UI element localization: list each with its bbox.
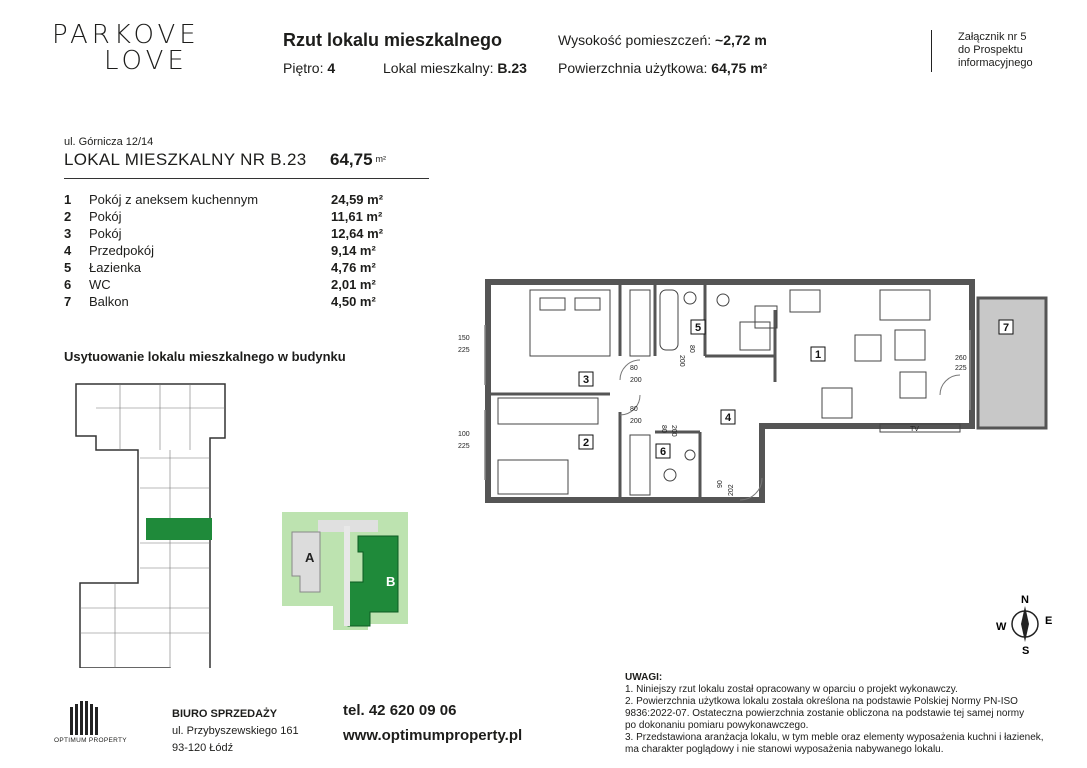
unit-label: Lokal mieszkalny:: [383, 60, 494, 76]
list-item: [64, 208, 404, 225]
list-item: [64, 191, 404, 208]
office-title: BIURO SPRZEDAŻY: [172, 708, 278, 720]
compass-n: N: [1021, 594, 1029, 606]
usable-area-label: Powierzchnia użytkowa:: [558, 60, 708, 76]
list-item: [64, 242, 404, 259]
room-name: Pokój z aneksem kuchennym: [89, 192, 259, 207]
sink-icon: [684, 292, 696, 304]
highlighted-unit: [146, 518, 212, 540]
unit-area-value: 64,75: [330, 150, 373, 169]
dim-label: 200: [678, 355, 685, 367]
brand-logo: [52, 22, 200, 74]
list-item: [64, 276, 404, 293]
dim-label: 80: [630, 406, 638, 413]
room-label: 6: [659, 446, 667, 458]
room-list: [64, 191, 404, 310]
compass-e: E: [1045, 615, 1053, 627]
room-name: Pokój: [89, 209, 122, 224]
notes: [625, 672, 1045, 756]
room-label: 1: [814, 349, 822, 361]
room-name: Łazienka: [89, 260, 142, 275]
height-value: ~2,72 m: [715, 32, 767, 48]
list-item: [64, 225, 404, 242]
compass-w: W: [996, 621, 1007, 633]
dim-label: 80: [630, 365, 638, 372]
desk-icon: [498, 398, 598, 424]
header-divider: [931, 30, 932, 72]
office-street: ul. Przybyszewskiego 161: [172, 725, 299, 737]
room-name: Pokój: [89, 226, 122, 241]
list-item: [64, 293, 404, 310]
room-number: 5: [64, 260, 72, 275]
building-a-label: A: [305, 550, 315, 565]
dim-label: 225: [458, 443, 470, 450]
floor-info: [283, 60, 335, 76]
room-label: 2: [582, 437, 590, 449]
room-area: 12,64 m²: [331, 226, 384, 241]
annex-line-3: informacyjnego: [958, 57, 1033, 69]
room-area: 9,14 m²: [331, 243, 376, 258]
dim-label: 200: [670, 425, 677, 437]
room-area: 24,59 m²: [331, 192, 384, 207]
balcony: [978, 298, 1046, 428]
height-label: Wysokość pomieszczeń:: [558, 32, 712, 48]
website-link[interactable]: www.optimumproperty.pl: [343, 727, 523, 744]
room-number: 4: [64, 243, 72, 258]
building-plan: [60, 378, 240, 668]
unit-info: [383, 60, 527, 76]
bed-icon: [530, 290, 610, 356]
building-b-label: B: [386, 574, 396, 589]
outer-wall: [488, 282, 972, 500]
sofa-icon: [880, 290, 930, 320]
wardrobe-icon: [630, 435, 650, 495]
dim-label: 100: [458, 431, 470, 438]
note-line: 3. Przedstawiona aranżacja lokalu, w tym meble oraz elementy wyposażenia kuchni i łazienek,: [625, 732, 1044, 743]
room-label: 3: [582, 374, 590, 386]
dim-label: 80: [660, 425, 667, 433]
bathtub-icon: [660, 290, 678, 350]
room-label: 5: [694, 322, 702, 334]
room-number: 1: [64, 192, 72, 207]
brand-line-2: LOVE: [104, 46, 188, 76]
room-area: 11,61 m²: [331, 209, 383, 224]
note-line: 1. Niniejszy rzut lokalu został opracowany w oparciu o projekt wykonawczy.: [625, 684, 958, 695]
pillow-icon: [540, 298, 565, 310]
dim-label: 225: [955, 365, 967, 372]
room-name: Przedpokój: [89, 243, 155, 258]
room-number: 2: [64, 209, 72, 224]
room-name: Balkon: [89, 294, 129, 309]
list-item: [64, 259, 404, 276]
room-name: WC: [89, 277, 111, 292]
dim-label: 150: [458, 335, 470, 342]
floor-plan: [440, 270, 1050, 510]
room-label: 4: [724, 412, 732, 424]
armchair-icon: [855, 335, 881, 361]
floor-value: 4: [327, 60, 336, 76]
pillow-icon: [575, 298, 600, 310]
coffee-table-icon: [895, 330, 925, 360]
dim-label: 200: [630, 377, 642, 384]
room-area: 4,50 m²: [331, 294, 376, 309]
annex-line-2: do Prospektu: [958, 44, 1023, 56]
dim-label: 200: [630, 418, 642, 425]
compass-s: S: [1022, 645, 1030, 656]
summary-divider: [64, 178, 429, 179]
usable-area-info: [558, 60, 767, 76]
note-line: 9836:2022-07. Ostateczna powierzchnia zostanie obliczona na podstawie tej samej normy: [625, 708, 1025, 719]
room-number: 7: [64, 294, 72, 309]
annex-note: [958, 31, 1068, 70]
unit-area: [330, 150, 386, 170]
office-city: 93-120 Łódź: [172, 742, 234, 754]
brand-line-1: PARKOVE: [52, 20, 200, 50]
room-number: 6: [64, 277, 72, 292]
room-area: 2,01 m²: [331, 277, 376, 292]
sales-office: [172, 706, 299, 757]
dim-label: 80: [688, 345, 695, 353]
door-swing: [740, 478, 762, 500]
unit-value: B.23: [497, 60, 527, 76]
toilet-icon: [717, 294, 729, 306]
bed-icon: [498, 460, 568, 494]
location-title: Usytuowanie lokalu mieszkalnego w budynku: [64, 349, 346, 364]
armchair-icon: [900, 372, 926, 398]
dim-label: 260: [955, 355, 967, 362]
company-name: OPTIMUM PROPERTY: [54, 737, 127, 744]
page-title: Rzut lokalu mieszkalnego: [283, 30, 503, 50]
note-line: 2. Powierzchnia użytkowa lokalu została określona na podstawie Polskiej Normy PN-ISO: [625, 696, 1018, 707]
compass-icon: [990, 592, 1060, 656]
unit-area-unit: m²: [375, 154, 387, 164]
room-area: 4,76 m²: [331, 260, 376, 275]
door-swing: [940, 375, 960, 395]
dim-label: 225: [458, 347, 470, 354]
unit-name: LOKAL MIESZKALNY NR B.23: [64, 150, 307, 169]
street-address: ul. Górnicza 12/14: [64, 136, 154, 148]
notes-title: UWAGI:: [625, 672, 663, 683]
room-number: 3: [64, 226, 72, 241]
dim-label: 202: [728, 484, 735, 496]
toilet-icon: [664, 469, 676, 481]
room-label: 7: [1002, 322, 1010, 334]
floor-label: Piętro:: [283, 60, 324, 76]
phone-number[interactable]: tel. 42 620 09 06: [343, 702, 457, 719]
annex-line-1: Załącznik nr 5: [958, 31, 1027, 43]
dining-table-icon: [822, 388, 852, 418]
sink-icon: [685, 450, 695, 460]
note-line: po dokonaniu pomiaru powykonawczego.: [625, 720, 809, 731]
height-info: [558, 32, 767, 48]
note-line: ma charakter poglądowy i nie stanowi wyposażenia nabywanego lokalu.: [625, 744, 944, 755]
site-plan: [278, 506, 413, 636]
wardrobe-icon: [630, 290, 650, 356]
tv-label: TV: [910, 426, 919, 433]
optimum-property-logo-icon: [52, 701, 116, 735]
dim-label: 90: [717, 480, 724, 488]
cooktop-icon: [790, 290, 820, 312]
usable-area-value: 64,75 m²: [711, 60, 768, 76]
